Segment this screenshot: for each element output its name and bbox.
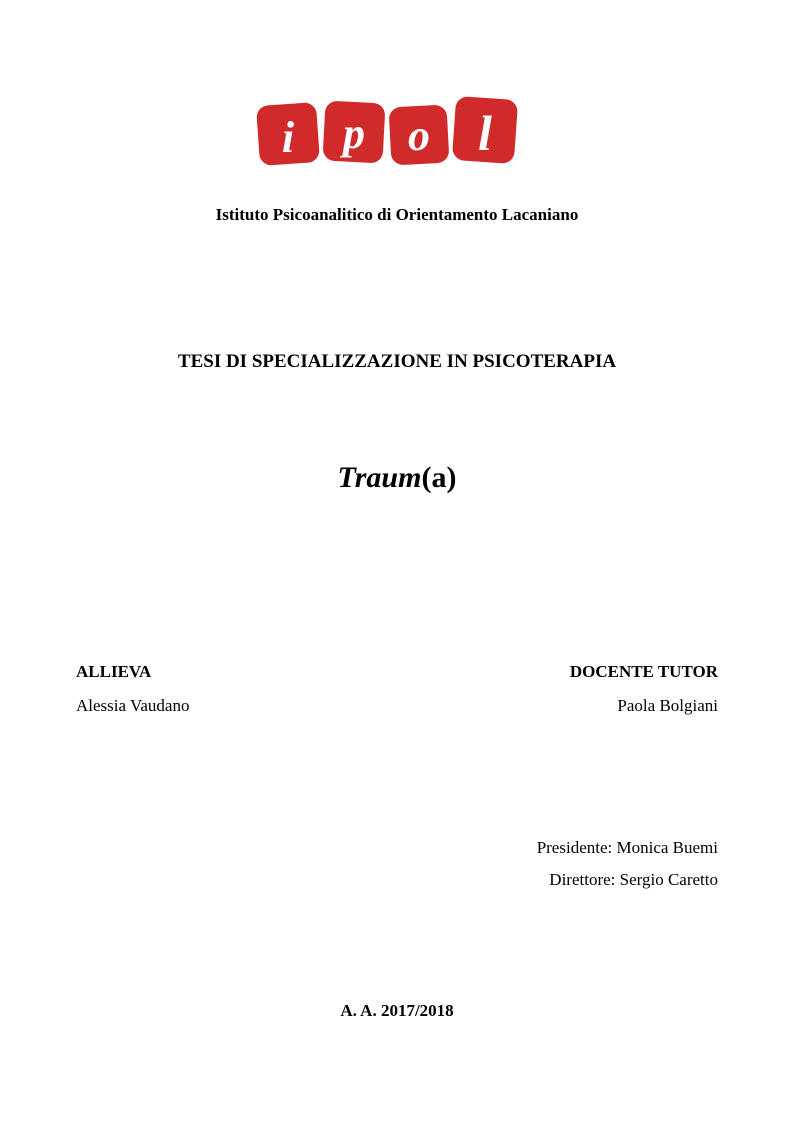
svg-text:l: l [478,105,492,161]
director: Direttore: Sergio Caretto [549,870,718,889]
logo-tile-i [256,102,320,166]
thesis-title [0,461,794,495]
tutor-name: Paola Bolgiani [617,696,718,715]
president: Presidente: Monica Buemi [536,838,718,857]
title-italic: Traum [337,461,422,494]
tutor-label: DOCENTE TUTOR [569,662,718,681]
academic-year: A. A. 2017/2018 [340,1001,454,1020]
logo-tile-p [322,100,385,163]
logo-tile-o [389,105,450,166]
logo-tile-l [452,96,518,164]
student-label: ALLIEVA [76,662,152,681]
institute-name: Istituto Psicoanalitico di Orientamento Lacaniano [215,205,579,224]
thesis-type: TESI DI SPECIALIZZAZIONE IN PSICOTERAPIA [177,351,617,372]
committee-block [537,832,718,896]
title-plain: (a) [421,461,457,494]
svg-text:i: i [281,113,295,162]
ipol-logo [252,94,524,170]
tutor-block [570,662,718,716]
svg-text:o: o [408,111,430,160]
student-name: Alessia Vaudano [76,696,190,715]
student-block [76,662,189,716]
svg-text:p: p [343,109,365,158]
